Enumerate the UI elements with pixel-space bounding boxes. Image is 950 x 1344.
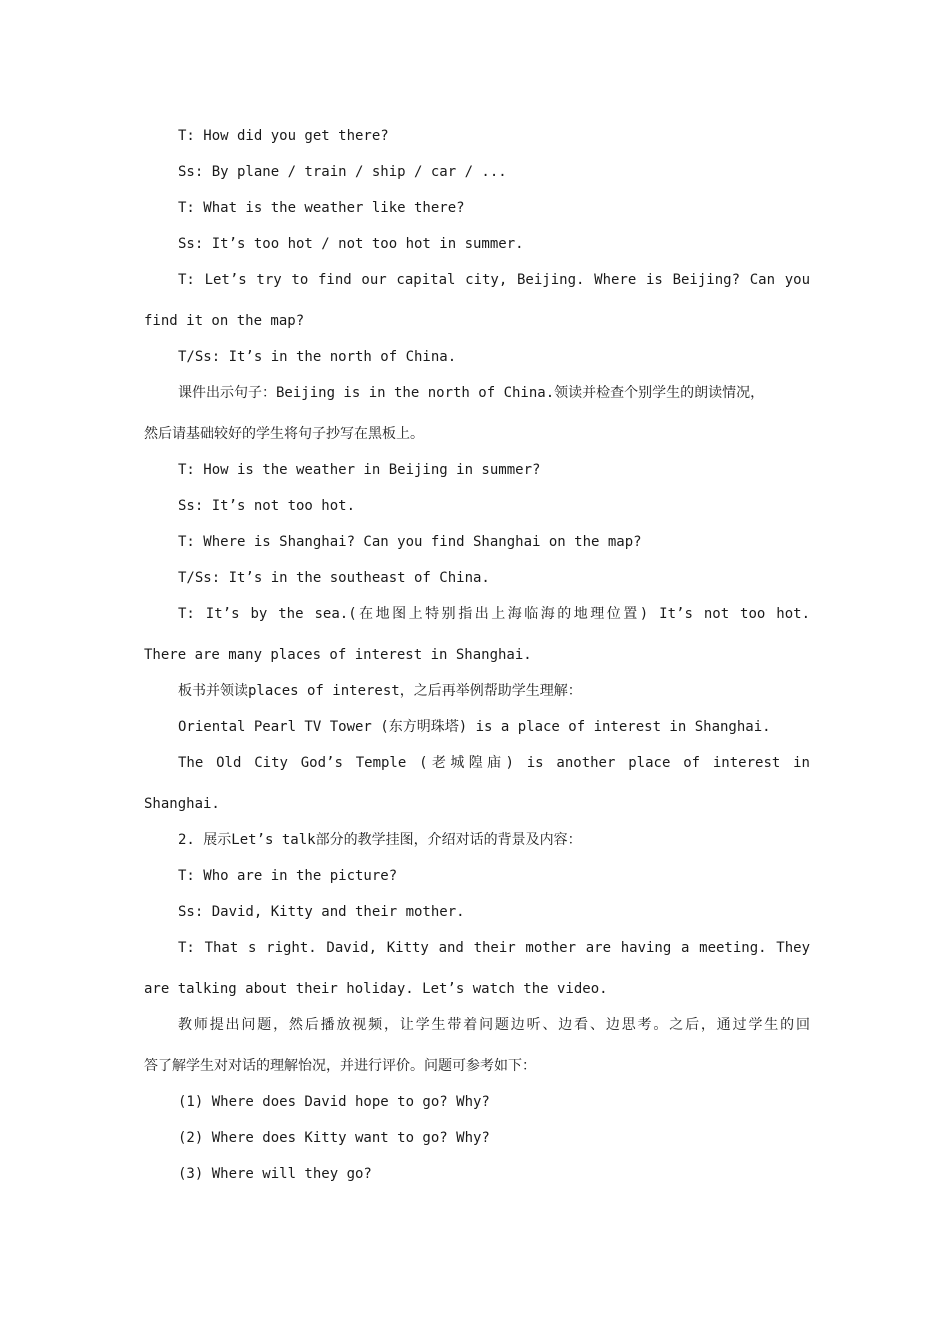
example-line: The Old City God’s Temple (老城隍庙) is another place of interest in bbox=[178, 755, 810, 771]
dialogue-line: T: How is the weather in Beijing in summer? bbox=[178, 462, 541, 478]
dialogue-line: Ss: By plane / train / ship / car / ... bbox=[178, 164, 507, 180]
dialogue-line-continued: There are many places of interest in Shanghai. bbox=[144, 647, 532, 663]
question-line: (3) Where will they go? bbox=[178, 1166, 372, 1182]
dialogue-line: T: Where is Shanghai? Can you find Shanghai on the map? bbox=[178, 534, 642, 550]
dialogue-line: Ss: It’s too hot / not too hot in summer. bbox=[178, 236, 524, 252]
instruction-line: 板书并领读places of interest，之后再举例帮助学生理解： bbox=[178, 683, 582, 699]
dialogue-line: T: How did you get there? bbox=[178, 128, 389, 144]
dialogue-line: T: Let’s try to find our capital city, Beijing. Where is Beijing? Can you bbox=[178, 272, 810, 288]
instruction-line-continued: 答了解学生对对话的理解怡况，并进行评价。问题可参考如下： bbox=[144, 1058, 536, 1074]
dialogue-line: T/Ss: It’s in the southeast of China. bbox=[178, 570, 490, 586]
instruction-line: 教师提出问题，然后播放视频，让学生带着问题边听、边看、边思考。之后，通过学生的回 bbox=[178, 1017, 810, 1033]
dialogue-line: Ss: It’s not too hot. bbox=[178, 498, 356, 514]
dialogue-line: T: It’s by the sea.(在地图上特别指出上海临海的地理位置) It’s not too hot. bbox=[178, 606, 810, 622]
instruction-line: 课件出示句子：Beijing is in the north of China.领读并检查个别学生的朗读情况， bbox=[178, 385, 765, 401]
dialogue-line: Ss: David, Kitty and their mother. bbox=[178, 904, 465, 920]
dialogue-line: T: What is the weather like there? bbox=[178, 200, 465, 216]
dialogue-line-continued: are talking about their holiday. Let’s watch the video. bbox=[144, 981, 608, 997]
section-step-line: 2. 展示Let’s talk部分的教学挂图，介绍对话的背景及内容： bbox=[178, 832, 582, 848]
instruction-line-continued: 然后请基础较好的学生将句子抄写在黑板上。 bbox=[144, 426, 424, 442]
dialogue-line: T: That s right. David, Kitty and their mother are having a meeting. They bbox=[178, 940, 810, 956]
dialogue-line: T: Who are in the picture? bbox=[178, 868, 398, 884]
example-line: Oriental Pearl TV Tower (东方明珠塔) is a place of interest in Shanghai. bbox=[178, 719, 771, 735]
dialogue-line-continued: find it on the map? bbox=[144, 313, 305, 329]
example-line-continued: Shanghai. bbox=[144, 796, 220, 812]
question-line: (2) Where does Kitty want to go? Why? bbox=[178, 1130, 490, 1146]
dialogue-line: T/Ss: It’s in the north of China. bbox=[178, 349, 457, 365]
question-line: (1) Where does David hope to go? Why? bbox=[178, 1094, 490, 1110]
